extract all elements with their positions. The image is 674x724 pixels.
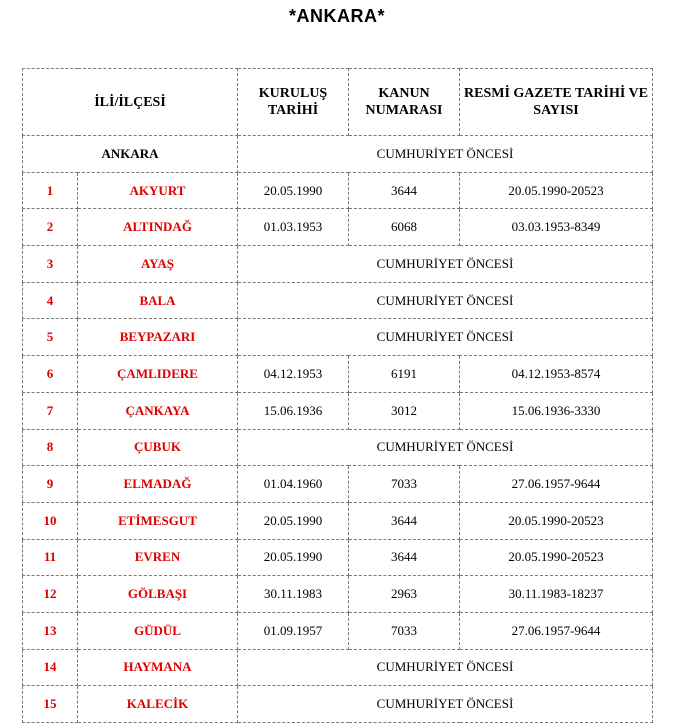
- district-name: AKYURT: [78, 172, 238, 209]
- row-number: 8: [23, 429, 78, 466]
- law-number: 3644: [349, 502, 460, 539]
- table-row: [23, 686, 653, 723]
- district-name: ELMADAĞ: [78, 466, 238, 503]
- law-number: 3644: [349, 539, 460, 576]
- law-number: 3644: [349, 172, 460, 209]
- row-number: 3: [23, 246, 78, 283]
- district-name: ÇAMLIDERE: [78, 356, 238, 393]
- header-resmi-gazete: RESMİ GAZETE TARİHİ VE SAYISI: [460, 69, 653, 136]
- official-gazette: 15.06.1936-3330: [460, 392, 653, 429]
- row-number: 7: [23, 392, 78, 429]
- header-kanun-numarasi: KANUN NUMARASI: [349, 69, 460, 136]
- district-status: CUMHURİYET ÖNCESİ: [238, 649, 653, 686]
- table-row: [23, 356, 653, 393]
- table-row: [23, 246, 653, 283]
- law-number: 6068: [349, 209, 460, 246]
- district-name: ETİMESGUT: [78, 502, 238, 539]
- official-gazette: 04.12.1953-8574: [460, 356, 653, 393]
- header-row: [23, 69, 653, 136]
- header-kurulus-tarihi: KURULUŞ TARİHİ: [238, 69, 349, 136]
- table-row: [23, 392, 653, 429]
- founding-date: 20.05.1990: [238, 539, 349, 576]
- table-row: [23, 612, 653, 649]
- row-number: 10: [23, 502, 78, 539]
- official-gazette: 20.05.1990-20523: [460, 502, 653, 539]
- founding-date: 20.05.1990: [238, 172, 349, 209]
- page-title: *ANKARA*: [288, 6, 385, 26]
- district-name: GÖLBAŞI: [78, 576, 238, 613]
- law-number: 3012: [349, 392, 460, 429]
- official-gazette: 20.05.1990-20523: [460, 172, 653, 209]
- row-number: 1: [23, 172, 78, 209]
- founding-date: 01.03.1953: [238, 209, 349, 246]
- founding-date: 01.04.1960: [238, 466, 349, 503]
- table-row: [23, 502, 653, 539]
- table-row: [23, 209, 653, 246]
- law-number: 2963: [349, 576, 460, 613]
- row-number: 9: [23, 466, 78, 503]
- row-number: 13: [23, 612, 78, 649]
- law-number: 7033: [349, 612, 460, 649]
- district-name: BEYPAZARI: [78, 319, 238, 356]
- official-gazette: 20.05.1990-20523: [460, 539, 653, 576]
- row-number: 6: [23, 356, 78, 393]
- table-row: [23, 282, 653, 319]
- row-number: 5: [23, 319, 78, 356]
- row-number: 12: [23, 576, 78, 613]
- district-name: ALTINDAĞ: [78, 209, 238, 246]
- official-gazette: 27.06.1957-9644: [460, 612, 653, 649]
- founding-date: 04.12.1953: [238, 356, 349, 393]
- table-row: [23, 172, 653, 209]
- official-gazette: 27.06.1957-9644: [460, 466, 653, 503]
- row-number: 15: [23, 686, 78, 723]
- district-name: HAYMANA: [78, 649, 238, 686]
- founding-date: 30.11.1983: [238, 576, 349, 613]
- row-number: 14: [23, 649, 78, 686]
- table-row: [23, 466, 653, 503]
- founding-date: 01.09.1957: [238, 612, 349, 649]
- district-name: GÜDÜL: [78, 612, 238, 649]
- row-number: 4: [23, 282, 78, 319]
- districts-table: [22, 68, 653, 723]
- district-name: EVREN: [78, 539, 238, 576]
- district-name: ÇUBUK: [78, 429, 238, 466]
- district-status: CUMHURİYET ÖNCESİ: [238, 282, 653, 319]
- city-name: ANKARA: [23, 136, 238, 173]
- table-row: [23, 649, 653, 686]
- district-status: CUMHURİYET ÖNCESİ: [238, 246, 653, 283]
- official-gazette: 30.11.1983-18237: [460, 576, 653, 613]
- founding-date: 20.05.1990: [238, 502, 349, 539]
- district-status: CUMHURİYET ÖNCESİ: [238, 686, 653, 723]
- official-gazette: 03.03.1953-8349: [460, 209, 653, 246]
- table-row: [23, 539, 653, 576]
- row-number: 2: [23, 209, 78, 246]
- law-number: 6191: [349, 356, 460, 393]
- district-status: CUMHURİYET ÖNCESİ: [238, 429, 653, 466]
- city-row: [23, 136, 653, 173]
- founding-date: 15.06.1936: [238, 392, 349, 429]
- district-name: ÇANKAYA: [78, 392, 238, 429]
- header-il-ilcesi: İLİ/İLÇESİ: [23, 69, 238, 136]
- district-name: AYAŞ: [78, 246, 238, 283]
- city-status: CUMHURİYET ÖNCESİ: [238, 136, 653, 173]
- row-number: 11: [23, 539, 78, 576]
- table-row: [23, 429, 653, 466]
- district-name: KALECİK: [78, 686, 238, 723]
- district-status: CUMHURİYET ÖNCESİ: [238, 319, 653, 356]
- table-row: [23, 576, 653, 613]
- district-name: BALA: [78, 282, 238, 319]
- table-row: [23, 319, 653, 356]
- law-number: 7033: [349, 466, 460, 503]
